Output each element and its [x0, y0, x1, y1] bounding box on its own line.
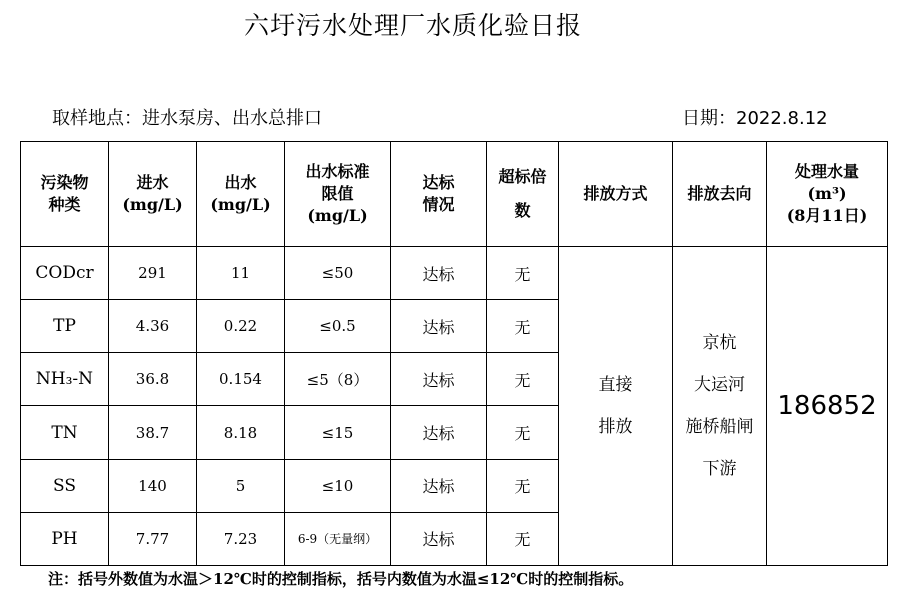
- header-influent: 进水 (mg/L): [109, 142, 197, 247]
- water-quality-table: [20, 141, 888, 566]
- pollutant-cell: TN: [21, 406, 109, 459]
- sampling-location: 取样地点：进水泵房、出水总排口: [52, 108, 322, 129]
- effluent-cell: 8.18: [197, 406, 285, 459]
- discharge-method-cell: 直接 排放: [559, 247, 673, 566]
- footnote: 注：括号外数值为水温＞12℃时的控制指标，括号内数值为水温≤12℃时的控制指标。: [48, 570, 634, 588]
- header-discharge-method: 排放方式: [559, 142, 673, 247]
- pollutant-cell: SS: [21, 459, 109, 512]
- status-cell: 达标: [391, 247, 487, 300]
- effluent-cell: 11: [197, 247, 285, 300]
- discharge-destination-cell: 京杭 大运河 施桥船闸 下游: [673, 247, 767, 566]
- header-compliance: 达标 情况: [391, 142, 487, 247]
- exceed-cell: 无: [487, 353, 559, 406]
- limit-cell: 6-9（无量纲）: [285, 512, 391, 565]
- pollutant-cell: CODcr: [21, 247, 109, 300]
- report-title: 六圩污水处理厂水质化验日报: [243, 11, 582, 40]
- header-effluent: 出水 (mg/L): [197, 142, 285, 247]
- limit-cell: ≤0.5: [285, 300, 391, 353]
- status-cell: 达标: [391, 406, 487, 459]
- header-standard-limit: 出水标准 限值 (mg/L): [285, 142, 391, 247]
- report-date: 日期：2022.8.12: [682, 108, 828, 129]
- limit-cell: ≤5（8）: [285, 353, 391, 406]
- exceed-cell: 无: [487, 247, 559, 300]
- pollutant-cell: NH₃-N: [21, 353, 109, 406]
- limit-cell: ≤10: [285, 459, 391, 512]
- header-discharge-destination: 排放去向: [673, 142, 767, 247]
- influent-cell: 291: [109, 247, 197, 300]
- table-row: [21, 247, 888, 300]
- table-header-row: [21, 142, 888, 247]
- header-treated-volume: 处理水量 (m³) (8月11日): [767, 142, 888, 247]
- effluent-cell: 5: [197, 459, 285, 512]
- influent-cell: 4.36: [109, 300, 197, 353]
- influent-cell: 7.77: [109, 512, 197, 565]
- influent-cell: 36.8: [109, 353, 197, 406]
- exceed-cell: 无: [487, 406, 559, 459]
- pollutant-cell: TP: [21, 300, 109, 353]
- treated-volume-cell: 186852: [767, 247, 888, 566]
- pollutant-cell: PH: [21, 512, 109, 565]
- exceed-cell: 无: [487, 512, 559, 565]
- status-cell: 达标: [391, 353, 487, 406]
- effluent-cell: 0.154: [197, 353, 285, 406]
- status-cell: 达标: [391, 459, 487, 512]
- influent-cell: 38.7: [109, 406, 197, 459]
- status-cell: 达标: [391, 300, 487, 353]
- header-pollutant: 污染物 种类: [21, 142, 109, 247]
- influent-cell: 140: [109, 459, 197, 512]
- limit-cell: ≤15: [285, 406, 391, 459]
- status-cell: 达标: [391, 512, 487, 565]
- effluent-cell: 7.23: [197, 512, 285, 565]
- header-exceed-multiple: 超标倍 数: [487, 142, 559, 247]
- exceed-cell: 无: [487, 459, 559, 512]
- limit-cell: ≤50: [285, 247, 391, 300]
- effluent-cell: 0.22: [197, 300, 285, 353]
- exceed-cell: 无: [487, 300, 559, 353]
